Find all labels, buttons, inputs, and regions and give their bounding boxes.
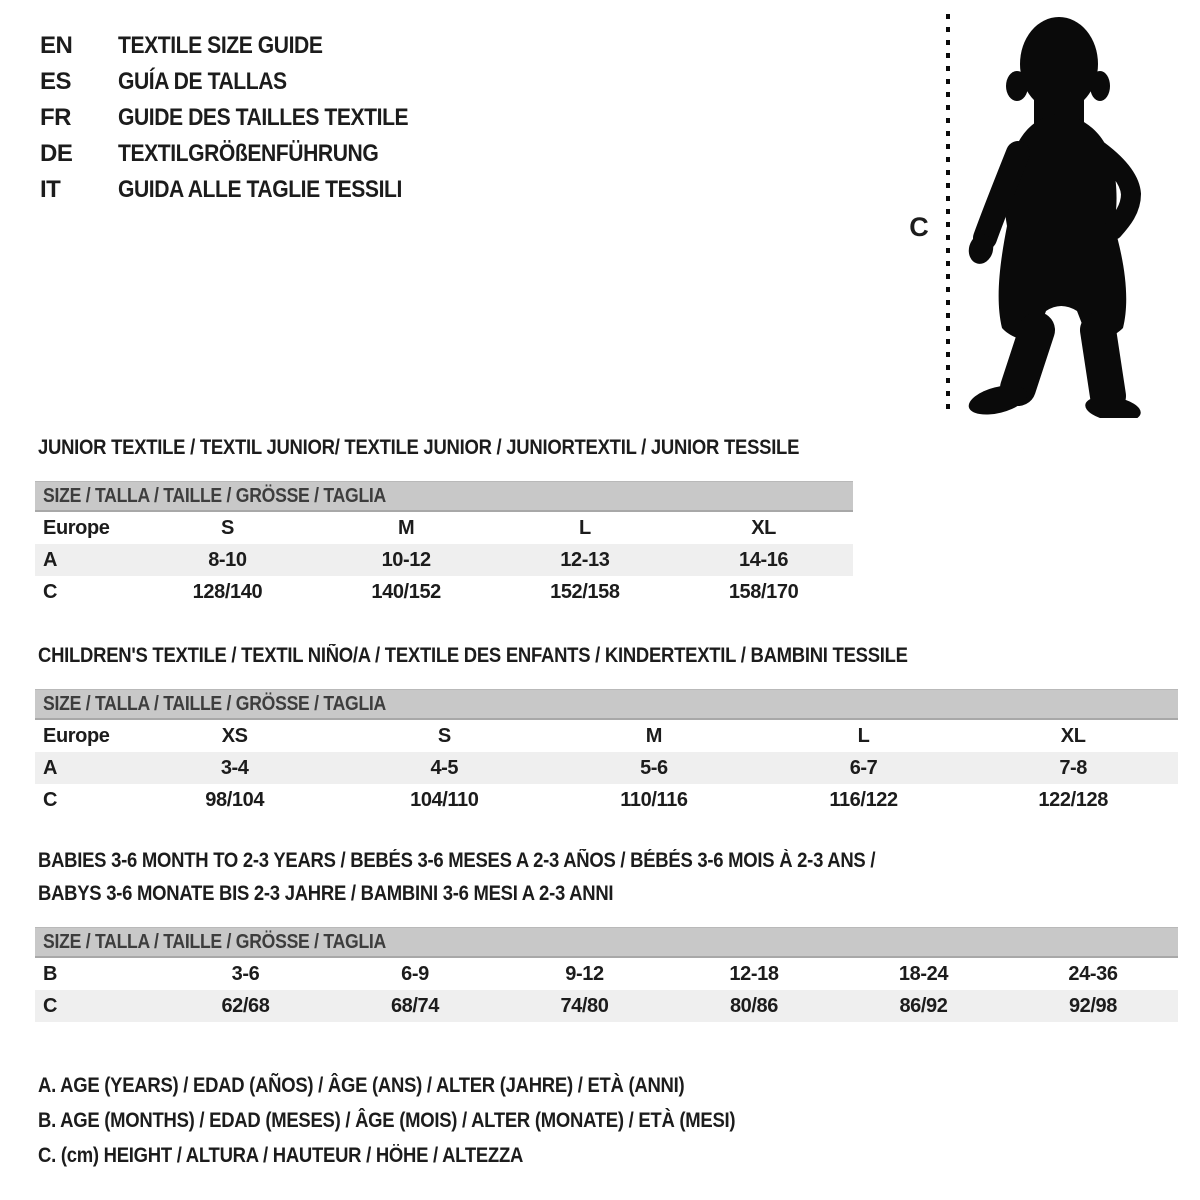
row-label: Europe [43, 724, 110, 747]
height-cell: 122/128 [1038, 788, 1108, 811]
language-code: ES [40, 68, 72, 95]
age-cell: 3-4 [220, 756, 249, 779]
size-cell: M [398, 516, 415, 539]
height-cell: 68/74 [390, 994, 439, 1017]
babies-section-title [38, 844, 989, 910]
babies-size-table [35, 927, 1178, 1022]
babies-title-line2: BABYS 3-6 MONATE BIS 2-3 JAHRE / BAMBINI 3-6 MESI A 2-3 ANNI [38, 882, 614, 905]
table-row-age-months [35, 958, 1178, 990]
language-title: TEXTILE SIZE GUIDE [118, 32, 323, 59]
junior-size-table [35, 481, 853, 608]
table-row-age [35, 544, 853, 576]
size-cell: S [437, 724, 451, 747]
height-cell: 86/92 [899, 994, 948, 1017]
table-row-height [35, 784, 1178, 816]
language-title: GUIDA ALLE TAGLIE TESSILI [118, 176, 402, 203]
size-cell: L [578, 516, 591, 539]
height-cell: 74/80 [560, 994, 609, 1017]
height-cell: 158/170 [728, 580, 799, 603]
language-code: EN [40, 32, 73, 59]
row-label: B [43, 962, 58, 985]
children-size-table [35, 689, 1178, 816]
language-row-es [40, 64, 448, 100]
legend-line-b: B. AGE (MONTHS) / EDAD (MESES) / ÂGE (MOIS) / ALTER (MONATE) / ETÀ (MESI) [38, 1108, 736, 1132]
language-code: FR [40, 104, 71, 131]
table-row-age [35, 752, 1178, 784]
age-cell: 4-5 [430, 756, 459, 779]
height-cell: 62/68 [221, 994, 270, 1017]
height-cell: 98/104 [205, 788, 265, 811]
toddler-silhouette [966, 17, 1143, 418]
legend-line-c: C. (cm) HEIGHT / ALTURA / HAUTEUR / HÖHE / ALTEZZA [38, 1143, 524, 1167]
age-cell: 8-10 [208, 548, 247, 571]
language-row-en [40, 28, 448, 64]
height-cell: 128/140 [192, 580, 263, 603]
size-cell: M [645, 724, 663, 747]
table-row-height [35, 576, 853, 608]
legend-line-a: A. AGE (YEARS) / EDAD (AÑOS) / ÂGE (ANS) / ALTER (JAHRE) / ETÀ (ANNI) [38, 1073, 685, 1097]
row-label: Europe [43, 516, 110, 539]
language-code: IT [40, 176, 61, 203]
age-cell: 5-6 [640, 756, 668, 779]
babies-title-line1: BABIES 3-6 MONTH TO 2-3 YEARS / BEBÉS 3-6 MESES A 2-3 AÑOS / BÉBÉS 3-6 MOIS À 2-3 ANS / [38, 849, 876, 872]
height-cell: 92/98 [1068, 994, 1117, 1017]
row-label: C [43, 788, 58, 811]
row-label: C [43, 580, 58, 603]
language-title: GUÍA DE TALLAS [118, 68, 287, 95]
age-cell: 12-13 [560, 548, 610, 571]
size-header-row: SIZE / TALLA / TAILLE / GRÖSSE / TAGLIA [35, 689, 1178, 720]
language-row-it [40, 172, 448, 208]
language-row-fr [40, 100, 448, 136]
size-cell: XL [1060, 724, 1086, 747]
language-title: TEXTILGRÖßENFÜHRUNG [118, 140, 379, 167]
size-header-row: SIZE / TALLA / TAILLE / GRÖSSE / TAGLIA [35, 481, 853, 512]
height-cell: 116/122 [829, 788, 898, 811]
table-row-height [35, 990, 1178, 1022]
age-cell: 7-8 [1059, 756, 1088, 779]
language-row-de [40, 136, 448, 172]
age-cell: 18-24 [898, 962, 949, 985]
age-cell: 3-6 [231, 962, 260, 985]
size-header-row: SIZE / TALLA / TAILLE / GRÖSSE / TAGLIA [35, 927, 1178, 958]
height-cell: 104/110 [410, 788, 479, 811]
junior-section-title: JUNIOR TEXTILE / TEXTIL JUNIOR/ TEXTILE JUNIOR / JUNIORTEXTIL / JUNIOR TESSILE [38, 436, 800, 459]
table-row-europe [35, 512, 853, 544]
size-cell: S [220, 516, 234, 539]
age-cell: 14-16 [739, 548, 789, 571]
size-cell: XS [221, 724, 248, 747]
age-cell: 24-36 [1068, 962, 1118, 985]
row-label: A [43, 548, 58, 571]
table-row-europe [35, 720, 1178, 752]
children-section-title: CHILDREN'S TEXTILE / TEXTIL NIÑO/A / TEXTILE DES ENFANTS / KINDERTEXTIL / BAMBINI TESSILE [38, 644, 908, 667]
language-code: DE [40, 140, 73, 167]
age-cell: 12-18 [729, 962, 779, 985]
size-cell: L [857, 724, 870, 747]
age-cell: 10-12 [381, 548, 431, 571]
row-label: C [43, 994, 58, 1017]
age-cell: 6-9 [401, 962, 429, 985]
figure-area [938, 8, 1148, 418]
height-marker-label: C [909, 212, 929, 242]
height-cell: 110/116 [620, 788, 688, 811]
age-cell: 6-7 [849, 756, 878, 779]
language-header [40, 28, 448, 208]
age-cell: 9-12 [565, 962, 604, 985]
language-title: GUIDE DES TAILLES TEXTILE [118, 104, 409, 131]
toddler-silhouette-icon [938, 8, 1148, 418]
height-cell: 80/86 [729, 994, 778, 1017]
size-cell: XL [751, 516, 776, 539]
height-cell: 152/158 [550, 580, 620, 603]
row-label: A [43, 756, 58, 779]
height-cell: 140/152 [371, 580, 441, 603]
legend [38, 1068, 830, 1173]
